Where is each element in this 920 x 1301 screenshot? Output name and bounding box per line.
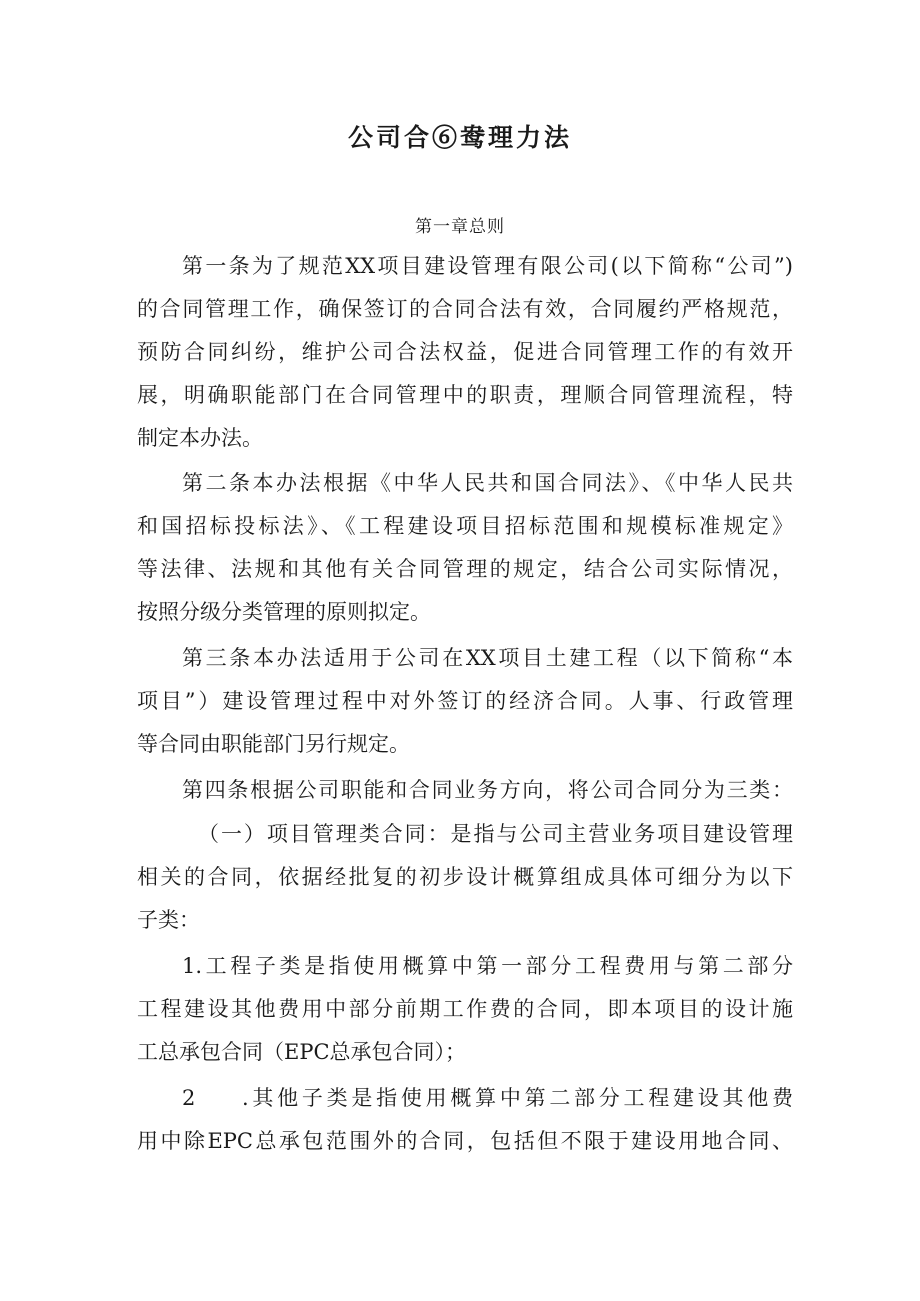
chapter-heading: 第一章总则 — [415, 217, 505, 237]
paragraph-line: 用中除EPC总承包范围外的合同，包括但不限于建设用地合同、 — [137, 1129, 793, 1153]
paragraph-line: 制定本办法。 — [137, 426, 263, 450]
document-title: 公司合⑥鸯理力法 — [347, 123, 572, 152]
paragraph-line: 工程建设其他费用中部分前期工作费的合同，即本项目的设计施 — [137, 997, 793, 1021]
paragraph-line: 子类： — [137, 908, 200, 932]
paragraph-line: 第一条为了规范XX项目建设管理有限公司(以下简称“公司”) — [182, 254, 793, 278]
paragraph-line: 工总承包合同（EPC总承包合同）； — [137, 1040, 467, 1064]
paragraph-line: 第四条根据公司职能和合同业务方向，将公司合同分为三类： — [182, 778, 793, 802]
paragraph-line: 第二条本办法根据《中华人民共和国合同法》、《中华人民共 — [182, 471, 793, 495]
paragraph-line: 1.工程子类是指使用概算中第一部分工程费用与第二部分 — [182, 954, 793, 978]
paragraph-line: 预防合同纠纷，维护公司合法权益，促进合同管理工作的有效开 — [137, 340, 793, 364]
list-number: 2 — [182, 1086, 196, 1110]
paragraph-line: 第三条本办法适用于公司在XX项目土建工程（以下简称“本 — [182, 646, 793, 670]
paragraph-line: 的合同管理工作，确保签订的合同合法有效，合同履约严格规范， — [137, 297, 793, 321]
paragraph-line: 相关的合同，依据经批复的初步设计概算组成具体可细分为以下 — [137, 865, 793, 889]
paragraph-line: 项目”）建设管理过程中对外签订的经济合同。人事、行政管理 — [137, 689, 793, 713]
paragraph-line: （一）项目管理类合同：是指与公司主营业务项目建设管理 — [198, 822, 793, 846]
paragraph-line: 展，明确职能部门在合同管理中的职责，理顺合同管理流程，特 — [137, 383, 793, 407]
paragraph-line: 等合同由职能部门另行规定。 — [137, 732, 410, 756]
paragraph-line: .其他子类是指使用概算中第二部分工程建设其他费 — [242, 1086, 793, 1110]
paragraph-line: 等法律、法规和其他有关合同管理的规定，结合公司实际情况， — [137, 557, 793, 581]
paragraph-line: 和国招标投标法》、《工程建设项目招标范围和规模标准规定》 — [137, 514, 793, 538]
paragraph-line: 按照分级分类管理的原则拟定。 — [137, 600, 431, 624]
